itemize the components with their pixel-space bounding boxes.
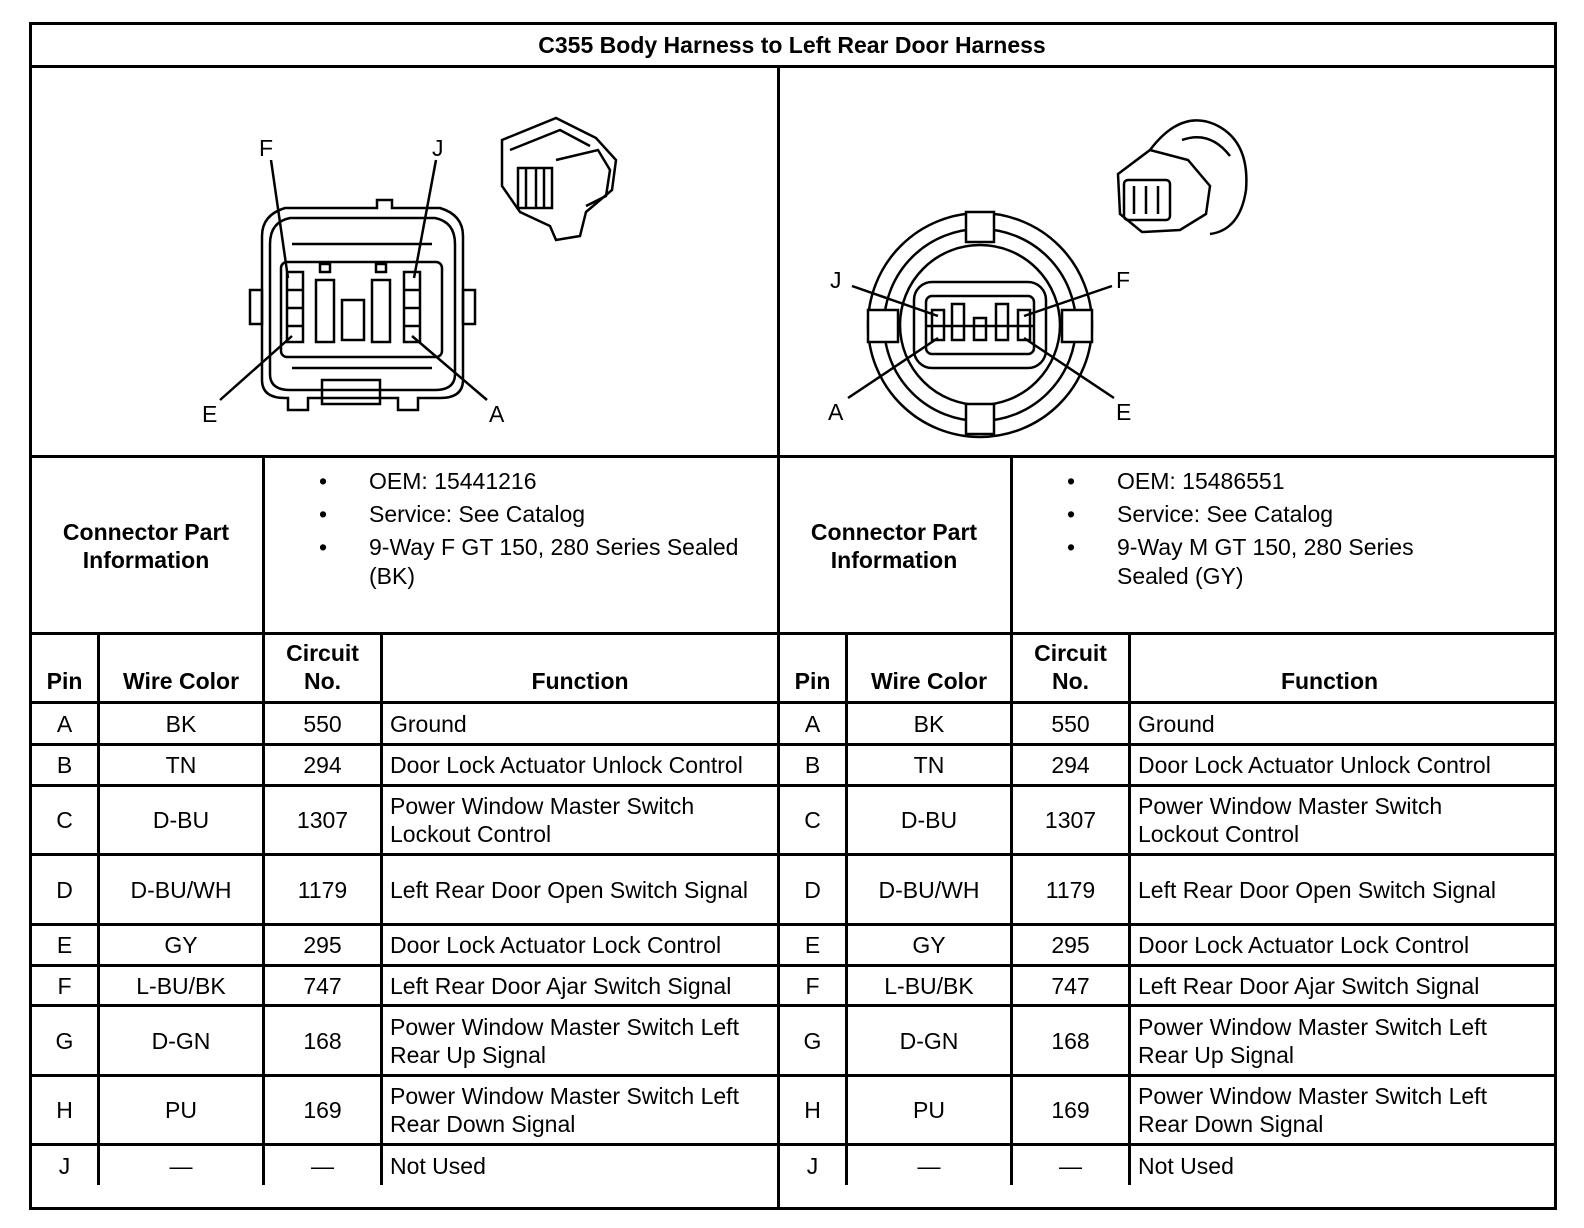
right-connector-face-diagram: [0, 0, 1584, 460]
right-row-a-pin: A: [804, 710, 821, 737]
right-part-info-label: Connector Part Information: [810, 519, 978, 573]
right-header-pin: Pin: [794, 668, 831, 694]
left-row-d-pin: D: [56, 876, 73, 903]
right-row-c-pin: C: [804, 807, 821, 833]
grid-line: [262, 455, 265, 635]
right-header-circuit: Circuit No.: [1034, 640, 1107, 694]
left-row-c-wire-color: D-BU: [152, 807, 210, 833]
right-row-d-pin: D: [804, 876, 821, 903]
left-row-a-function: Ground: [390, 710, 467, 737]
right-row-g-function: Power Window Master Switch Left Rear Up Signal: [1138, 1013, 1487, 1068]
left-pin-label-a: A: [489, 401, 505, 427]
left-row-b-function: Door Lock Actuator Unlock Control: [390, 752, 743, 778]
left-row-e-function: Door Lock Actuator Lock Control: [390, 932, 722, 958]
right-row-e-function: Door Lock Actuator Lock Control: [1138, 932, 1470, 958]
left-header-wire-color: Wire Color: [122, 668, 240, 694]
right-row-f-function: Left Rear Door Ajar Switch Signal: [1138, 972, 1480, 999]
right-pin-label-e: E: [1116, 399, 1132, 425]
right-row-g-wire-color: D-GN: [899, 1027, 959, 1054]
right-row-j-circuit: —: [1059, 1152, 1082, 1179]
right-row-d-function: Left Rear Door Open Switch Signal: [1138, 876, 1496, 903]
right-row-a-circuit: 550: [1051, 710, 1090, 737]
left-row-j-pin: J: [58, 1152, 71, 1179]
left-row-f-pin: F: [57, 972, 72, 999]
left-row-g-wire-color: D-GN: [151, 1027, 211, 1054]
right-row-d-circuit: 1179: [1045, 876, 1096, 903]
left-pin-label-f: F: [259, 135, 274, 161]
left-row-b-pin: B: [56, 752, 73, 778]
left-header-function: Function: [531, 668, 629, 694]
right-row-f-circuit: 747: [1051, 972, 1090, 999]
right-header-wire-color: Wire Color: [870, 668, 988, 694]
right-row-f-wire-color: L-BU/BK: [884, 972, 974, 999]
right-header-function: Function: [1280, 668, 1379, 694]
left-row-g-pin: G: [55, 1027, 74, 1054]
right-pin-label-j: J: [830, 267, 842, 293]
left-row-c-function: Power Window Master Switch Lockout Control: [390, 793, 695, 847]
left-pin-label-e: E: [202, 401, 218, 427]
left-row-a-wire-color: BK: [165, 710, 197, 737]
left-header-circuit: Circuit No.: [286, 640, 359, 694]
left-header-pin: Pin: [46, 668, 83, 694]
right-pin-label-f: F: [1116, 267, 1131, 293]
left-row-g-circuit: 168: [303, 1027, 342, 1054]
left-row-h-function: Power Window Master Switch Left Rear Down Signal: [390, 1083, 739, 1137]
right-row-j-function: Not Used: [1138, 1152, 1234, 1179]
left-row-a-pin: A: [56, 710, 73, 737]
left-row-c-circuit: 1307: [296, 807, 349, 833]
right-row-b-pin: B: [804, 752, 821, 778]
right-row-j-wire-color: —: [917, 1152, 941, 1179]
left-row-j-wire-color: —: [169, 1152, 193, 1179]
right-row-e-pin: E: [804, 932, 821, 958]
right-row-g-circuit: 168: [1051, 1027, 1090, 1054]
left-row-f-function: Left Rear Door Ajar Switch Signal: [390, 972, 732, 999]
left-row-e-pin: E: [56, 932, 73, 958]
right-row-h-wire-color: PU: [913, 1097, 945, 1123]
right-row-a-wire-color: BK: [913, 710, 945, 737]
right-row-e-wire-color: GY: [912, 932, 946, 958]
left-row-f-circuit: 747: [303, 972, 342, 999]
left-row-d-wire-color: D-BU/WH: [130, 876, 232, 903]
left-row-j-function: Not Used: [390, 1152, 486, 1179]
left-row-d-function: Left Rear Door Open Switch Signal: [390, 876, 748, 903]
left-row-e-circuit: 295: [303, 932, 342, 958]
left-pin-label-j: J: [432, 135, 444, 161]
right-row-b-wire-color: TN: [913, 752, 945, 778]
left-row-d-circuit: 1179: [297, 876, 348, 903]
right-row-h-pin: H: [804, 1097, 821, 1123]
left-part-info-label: Connector Part Information: [62, 519, 230, 573]
right-row-f-pin: F: [805, 972, 820, 999]
right-pin-label-a: A: [828, 399, 844, 425]
right-row-e-circuit: 295: [1051, 932, 1090, 958]
left-row-h-pin: H: [56, 1097, 73, 1123]
left-row-h-wire-color: PU: [165, 1097, 197, 1123]
right-row-d-wire-color: D-BU/WH: [878, 876, 980, 903]
right-row-c-circuit: 1307: [1044, 807, 1097, 833]
page-title: C355 Body Harness to Left Rear Door Harness: [538, 32, 1046, 58]
right-row-g-pin: G: [803, 1027, 822, 1054]
left-row-h-circuit: 169: [303, 1097, 342, 1123]
right-row-b-function: Door Lock Actuator Unlock Control: [1138, 752, 1491, 778]
right-row-c-wire-color: D-BU: [900, 807, 958, 833]
left-row-j-circuit: —: [311, 1152, 334, 1179]
right-row-h-function: Power Window Master Switch Left Rear Down Signal: [1138, 1083, 1487, 1137]
left-row-b-wire-color: TN: [165, 752, 197, 778]
right-row-a-function: Ground: [1138, 710, 1215, 737]
left-row-e-wire-color: GY: [164, 932, 198, 958]
left-row-g-function: Power Window Master Switch Left Rear Up Signal: [390, 1013, 739, 1068]
left-row-a-circuit: 550: [303, 710, 342, 737]
left-row-f-wire-color: L-BU/BK: [136, 972, 226, 999]
right-row-j-pin: J: [806, 1152, 819, 1179]
left-row-b-circuit: 294: [303, 752, 342, 778]
right-row-c-function: Power Window Master Switch Lockout Control: [1138, 793, 1443, 847]
grid-line: [1010, 455, 1013, 635]
right-row-h-circuit: 169: [1051, 1097, 1090, 1123]
right-row-b-circuit: 294: [1051, 752, 1090, 778]
left-row-c-pin: C: [56, 807, 73, 833]
